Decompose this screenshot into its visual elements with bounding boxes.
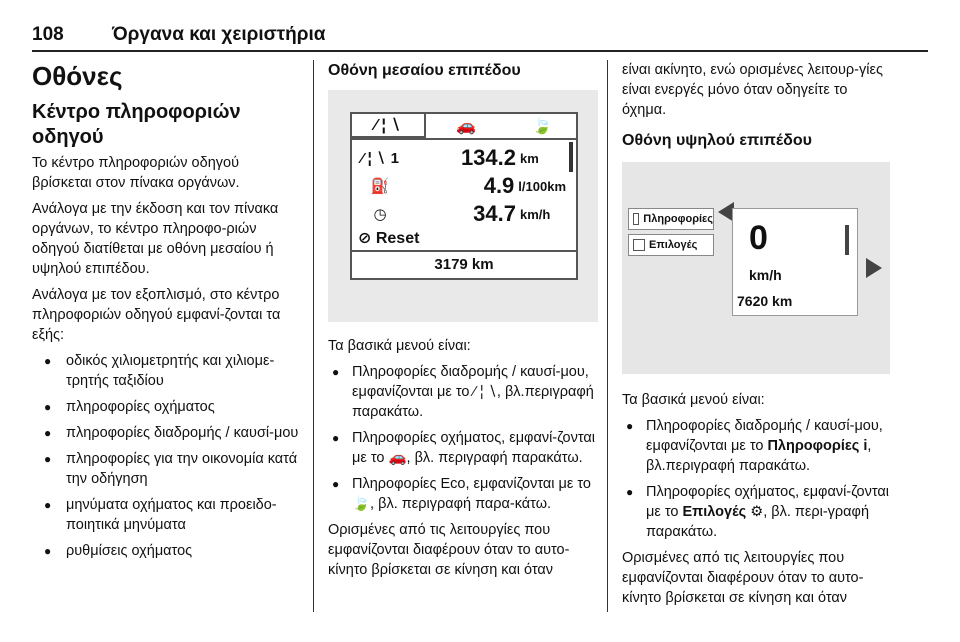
trip-distance-unit: km: [520, 150, 539, 166]
scrollbar: [845, 225, 849, 255]
menu-name: Πληροφορίες: [767, 438, 860, 454]
list-item: ● Πληροφορίες Eco, εμφανίζονται με το 🍃, βλ. περιγραφή παρα-κάτω.: [328, 474, 598, 514]
paragraph: Τα βασικά μενού είναι:: [622, 392, 765, 408]
page-header: [32, 20, 928, 52]
item-text: Πληροφορίες διαδρομής / καυσί-μου, εμφανίζονται με το: [646, 418, 883, 454]
reset-label: ⊘ Reset: [358, 230, 420, 247]
column-right: [622, 60, 890, 614]
column-middle: [328, 60, 598, 614]
speed-screen: [732, 208, 858, 316]
display-screen: [350, 112, 578, 280]
list-item: ● πληροφορίες οχήματος: [32, 397, 300, 417]
average-speed-unit: km/h: [520, 206, 551, 222]
fuel-pump-icon: ⛽: [370, 178, 390, 195]
paragraph: Τα βασικά μενού είναι:: [328, 338, 471, 354]
page-number: 108: [32, 24, 64, 45]
speed-gauge-icon: ◷: [373, 206, 387, 223]
item-text: Πληροφορίες οχήματος, εμφανί-ζονται με το: [646, 484, 890, 520]
speed-unit: km/h: [749, 267, 782, 283]
column-left: [32, 60, 300, 614]
subsection-title: Κέντρο πληροφοριών οδηγού: [32, 101, 241, 148]
list-item: ● πληροφορίες διαδρομής / καυσί-μου: [32, 423, 300, 443]
menu-item-options: [628, 234, 714, 256]
subsection-title: Οθόνη μεσαίου επιπέδου: [328, 62, 521, 79]
tab-bar: [352, 114, 576, 140]
paragraph: είναι ακίνητο, ενώ ορισμένες λειτουρ-γίες είναι ενεργές μόνο όταν οδηγείτε το όχημα.: [622, 62, 883, 118]
menu-list: [622, 416, 890, 542]
fuel-consumption-row: [358, 172, 566, 200]
subsection-title: Οθόνη υψηλού επιπέδου: [622, 132, 812, 149]
settings-icon: ⚙: [750, 504, 764, 520]
trip-distance-row: [358, 144, 566, 172]
list-item: [622, 482, 890, 542]
paragraph: Ορισμένες από τις λειτουργίες που εμφανίζονται διαφέρουν όταν το αυτο-κίνητο βρίσκεται σε κίνηση και όταν: [328, 522, 570, 578]
odometer-readout: 7620 km: [737, 293, 793, 309]
menu-name: Επιλογές: [682, 504, 747, 520]
info-icon: i: [863, 438, 868, 454]
eco-tab-icon: 🍃: [532, 118, 552, 135]
column-divider: [607, 60, 608, 612]
feature-list: [32, 351, 300, 561]
paragraph: Ορισμένες από τις λειτουργίες που εμφανίζονται διαφέρουν όταν το αυτο-κίνητο βρίσκεται σε κίνηση και όταν: [622, 550, 864, 606]
section-title: Οθόνες: [32, 61, 123, 91]
mid-level-display-figure: [328, 90, 598, 322]
list-item: ● οδικός χιλιομετρητής και χιλιομε-τρητής ταξιδίου: [32, 351, 300, 391]
item-text: , βλ.περιγραφή παρακάτω.: [646, 438, 872, 474]
list-item: ● ρυθμίσεις οχήματος: [32, 541, 300, 561]
trip-distance-value: 134.2: [460, 145, 516, 170]
list-item: ● μηνύματα οχήματος και προειδο-ποιητικά μηνύματα: [32, 495, 300, 535]
column-divider: [313, 60, 314, 612]
menu-item-label: Πληροφορίες: [643, 213, 713, 225]
menu-item-info: [628, 208, 714, 230]
list-item: [622, 416, 890, 476]
item-text: , βλ. περι-γραφή παρακάτω.: [646, 504, 870, 540]
fuel-consumption-unit: l/100km: [518, 178, 566, 194]
list-item: ● πληροφορίες για την οικονομία κατά την οδήγηση: [32, 449, 300, 489]
paragraph: Το κέντρο πληροφοριών οδηγού βρίσκεται στον πίνακα οργάνων.: [32, 155, 240, 191]
arrow-right-icon: [866, 258, 882, 278]
odometer-readout: 3179 km: [352, 250, 576, 278]
info-icon: [633, 213, 639, 225]
running-title: Όργανα και χειριστήρια: [112, 24, 326, 45]
average-speed-row: [358, 200, 566, 228]
high-level-display-figure: [622, 162, 890, 374]
scrollbar: [569, 142, 573, 172]
settings-icon: [633, 239, 645, 251]
menu-list: [328, 362, 598, 514]
average-speed-value: 34.7: [473, 201, 516, 226]
fuel-consumption-value: 4.9: [483, 173, 515, 198]
vehicle-tab-icon: 🚗: [456, 118, 476, 135]
list-item: ● Πληροφορίες οχήματος, εμφανί-ζονται με το 🚗, βλ. περιγραφή παρακάτω.: [328, 428, 598, 468]
speed-value: 0: [749, 219, 768, 257]
trip-icon: ⁄ ¦ ∖ 1: [361, 150, 399, 167]
paragraph: Ανάλογα με την έκδοση και τον πίνακα οργάνων, το κέντρο πληροφο-ριών οδηγού διατίθεται με οθόνη μεσαίου ή υψηλού επιπέδου.: [32, 201, 279, 277]
menu-item-label: Επιλογές: [649, 239, 698, 251]
trip-fuel-tab-icon: ⁄ ¦ ∖: [352, 114, 426, 138]
list-item: ● Πληροφορίες διαδρομής / καυσί-μου, εμφανίζονται με το ⁄ ¦ ∖, βλ.περιγραφή παρακάτω.: [328, 362, 598, 422]
paragraph: Ανάλογα με τον εξοπλισμό, στο κέντρο πληροφοριών οδηγού εμφανί-ζονται τα εξής:: [32, 287, 281, 343]
